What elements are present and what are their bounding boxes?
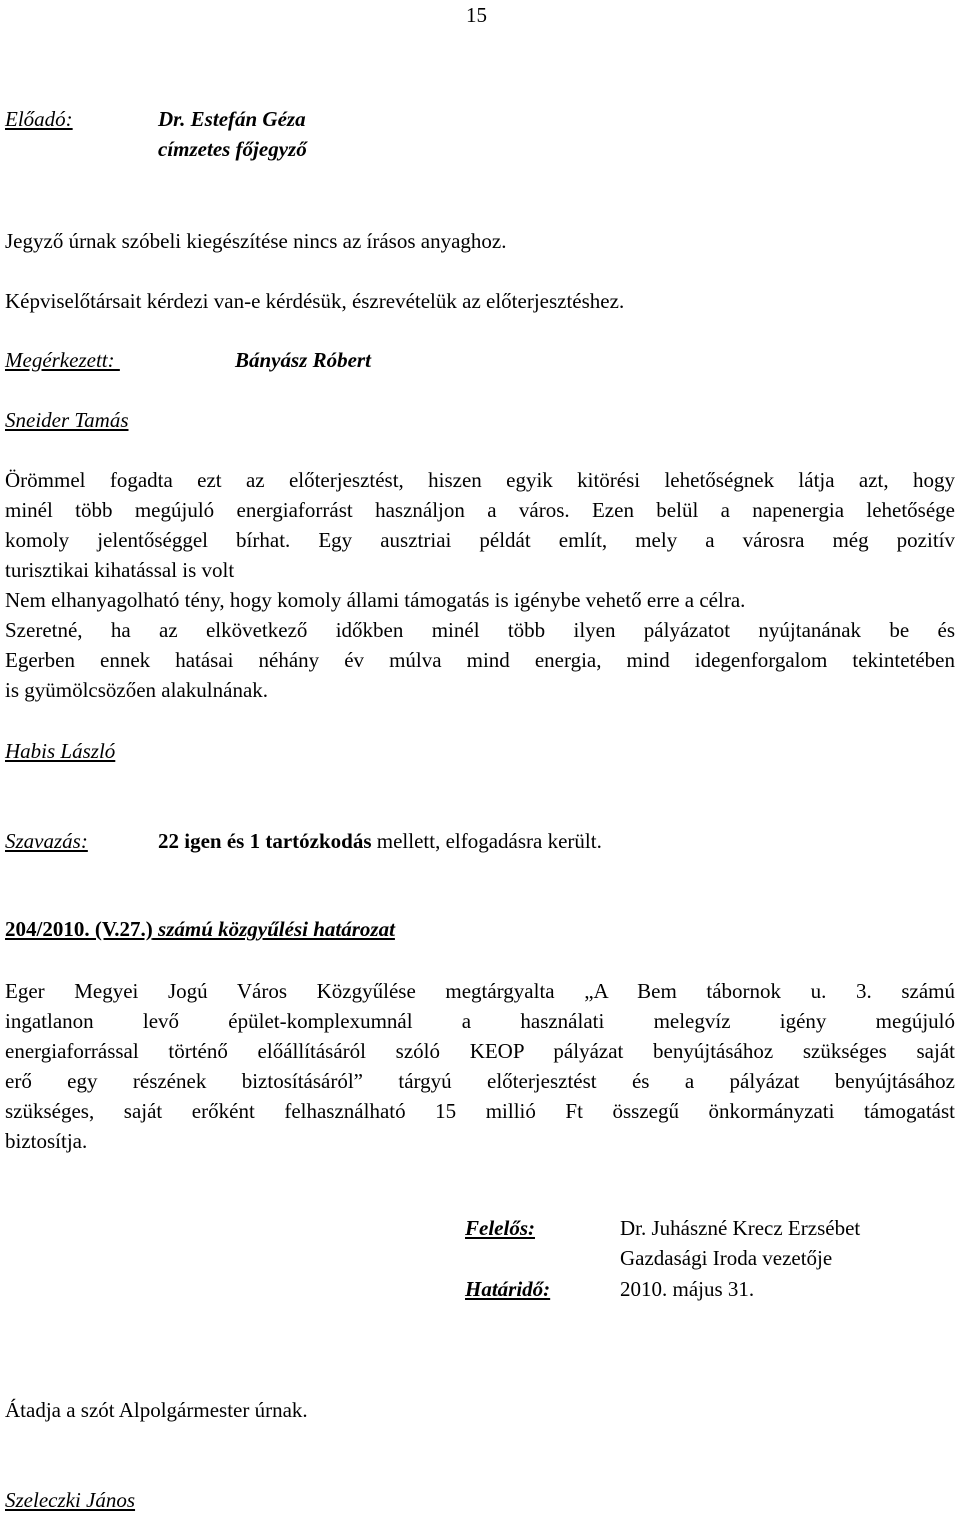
megerkezett-label: Megérkezett: (5, 348, 120, 372)
szavazas-result-rest: mellett, elfogadásra került. (371, 829, 602, 853)
szavazas-result-bold: 22 igen és 1 tartózkodás (158, 829, 372, 853)
speech-line: is gyümölcsözően alakulnának. (5, 678, 269, 702)
resolution-line: Eger Megyei Jogú Város Közgyűlése megtárgyalta „A Bem tábornok u. 3. számú (5, 979, 955, 1003)
speech-line: Szeretné, ha az elkövetkező időkben minél több ilyen pályázatot nyújtanának be és (5, 618, 955, 642)
szavazas-label: Szavazás: (5, 829, 88, 853)
hatarozat-title (5, 914, 395, 944)
paragraph-3: Átadja a szót Alpolgármester úrnak. (5, 1398, 308, 1422)
speaker-habis: Habis László (5, 739, 116, 763)
resolution-line: szükséges, saját erőként felhasználható 15 millió Ft összegű önkormányzati támogatást (5, 1099, 955, 1123)
speaker-szeleczki: Szeleczki János (5, 1488, 136, 1512)
speech-line: minél több megújuló energiaforrást használjon a város. Ezen belül a napenergia lehetősége (5, 498, 955, 522)
resolution-line: energiaforrással történő előállításáról szóló KEOP pályázat benyújtásához szükséges saját (5, 1039, 955, 1063)
paragraph-2: Képviselőtársait kérdezi van-e kérdésük, észrevételük az előterjesztéshez. (5, 289, 625, 313)
eloado-name: Dr. Estefán Géza (158, 107, 306, 131)
resolution-line: biztosítja. (5, 1129, 88, 1153)
paragraph-1: Jegyző úrnak szóbeli kiegészítése nincs az írásos anyaghoz. (5, 229, 507, 253)
speech-line: Nem elhanyagolható tény, hogy komoly állami támogatás is igénybe vehető erre a célra. (5, 588, 746, 612)
speech-line: turisztikai kihatással is volt (5, 558, 235, 582)
megerkezett-name: Bányász Róbert (235, 348, 371, 372)
speech-line: Örömmel fogadta ezt az előterjesztést, hiszen egyik kitörési lehetőségnek látja azt, hogy (5, 468, 955, 492)
hatarozat-number: 204/2010. (V.27.) (5, 917, 153, 941)
resolution-line: erő egy részének biztosításáról” tárgyú előterjesztést és a pályázat benyújtásához (5, 1069, 955, 1093)
resolution-line: ingatlanon levő épület-komplexumnál a használati melegvíz igény megújuló (5, 1009, 955, 1033)
felelos-name: Dr. Juhászné Krecz Erzsébet (620, 1216, 861, 1240)
felelos-label: Felelős: (465, 1216, 535, 1240)
felelos-role: Gazdasági Iroda vezetője (620, 1246, 833, 1270)
hatarido-label: Határidő: (465, 1277, 551, 1301)
szavazas-result (158, 826, 602, 856)
hatarido-date: 2010. május 31. (620, 1277, 755, 1301)
speaker-sneider: Sneider Tamás (5, 408, 129, 432)
page-number: 15 (466, 3, 487, 27)
eloado-label: Előadó: (5, 107, 73, 131)
speech-line: Egerben ennek hatásai néhány év múlva mind energia, mind idegenforgalom tekintetében (5, 648, 955, 672)
eloado-title: címzetes főjegyző (158, 137, 307, 161)
speech-line: komoly jelentőséggel bírhat. Egy ausztriai példát említ, mely a városra még pozitív (5, 528, 955, 552)
hatarozat-label: számú közgyűlési határozat (152, 917, 395, 941)
